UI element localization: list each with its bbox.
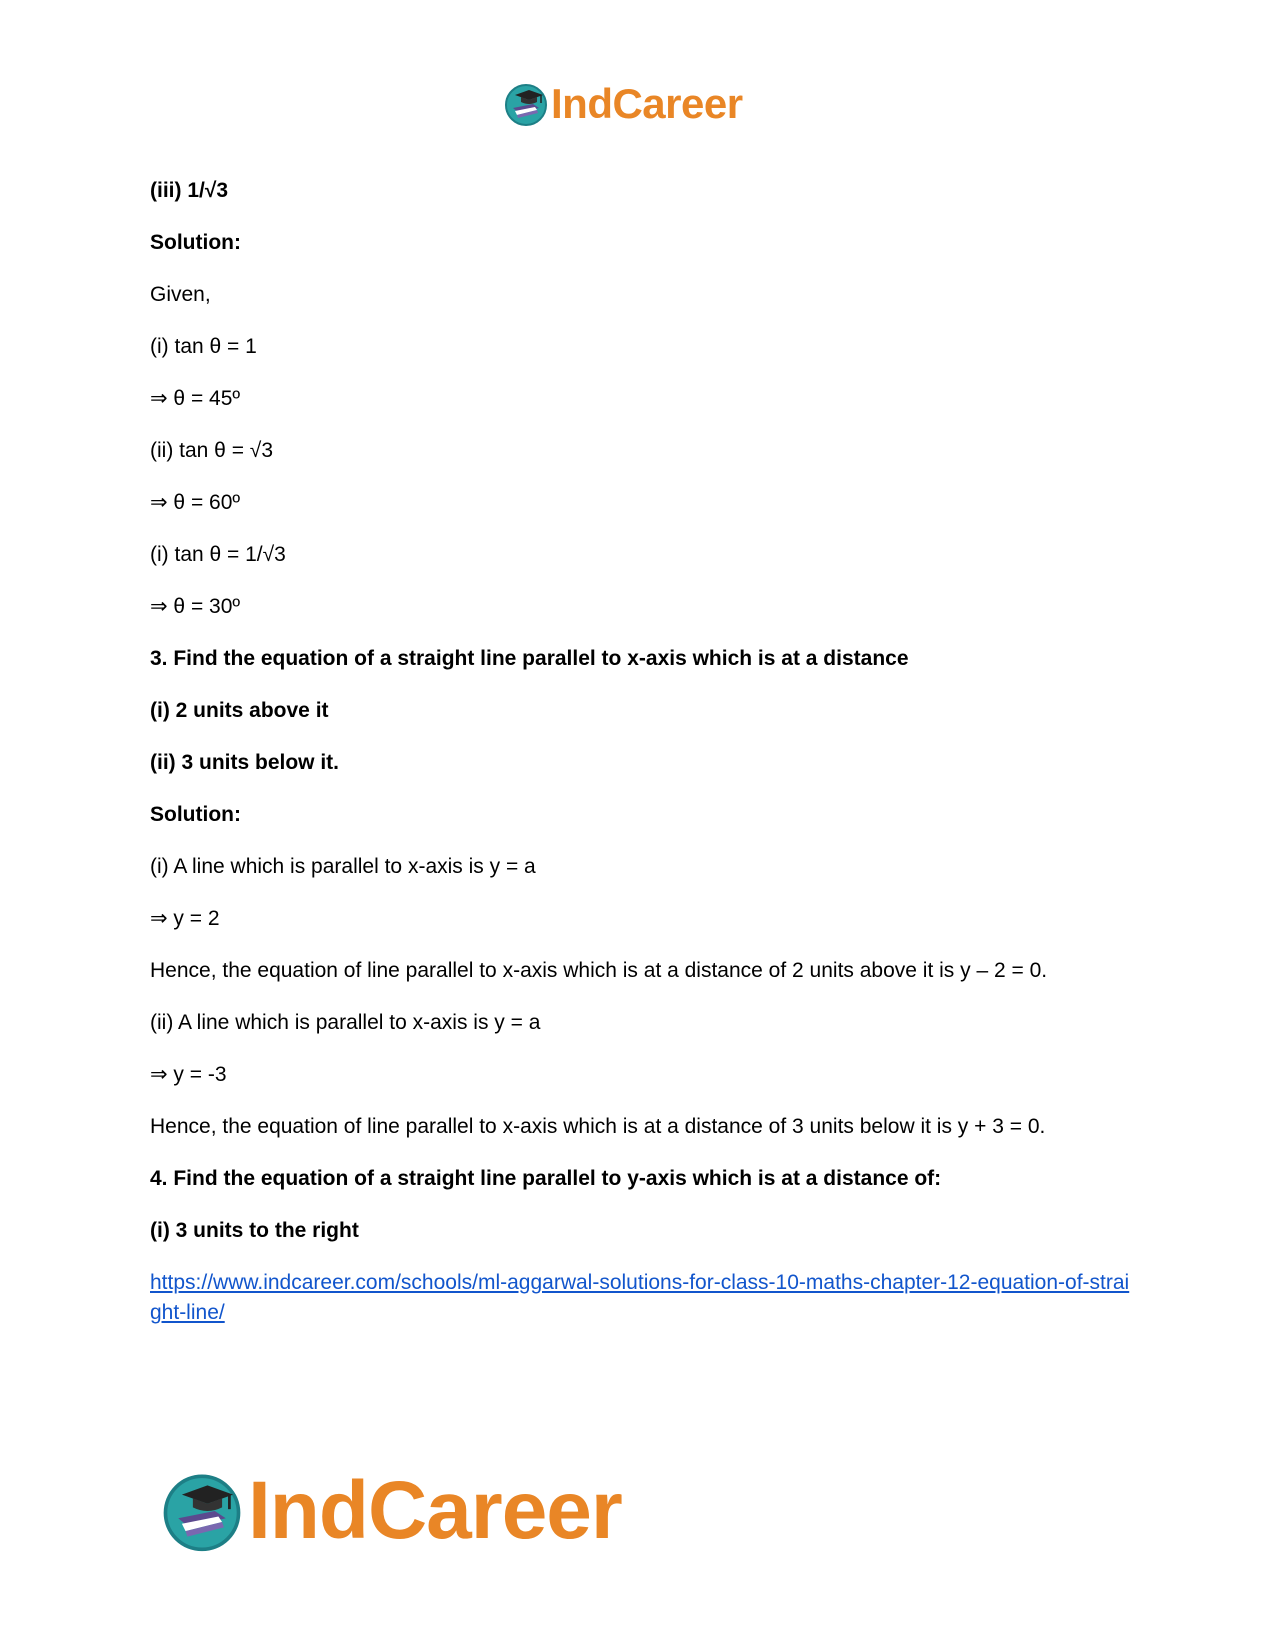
text-line: Hence, the equation of line parallel to x-axis which is at a distance of 2 units above it is y – 2 = 0. <box>150 959 1048 982</box>
text-line: Hence, the equation of line parallel to x-axis which is at a distance of 3 units below it is y + 3 = 0. <box>150 1115 1046 1138</box>
heading-line: (i) 3 units to the right <box>150 1219 359 1242</box>
header-logo <box>503 78 743 130</box>
text-line: (i) tan θ = 1/√3 <box>150 543 286 566</box>
brand-name-large: IndCareer <box>248 1465 622 1556</box>
document-body <box>150 176 1130 1328</box>
text-line: ⇒ θ = 60º <box>150 491 241 514</box>
heading-line: (iii) 1/√3 <box>150 179 229 202</box>
text-line: Given, <box>150 283 211 306</box>
heading-line: Solution: <box>150 803 241 826</box>
heading-line: 3. Find the equation of a straight line parallel to x-axis which is at a distance <box>150 647 909 670</box>
text-line: (ii) tan θ = √3 <box>150 439 273 462</box>
text-line: ⇒ θ = 45º <box>150 387 241 410</box>
heading-line: (i) 2 units above it <box>150 699 329 722</box>
brand-name: IndCareer <box>551 80 743 127</box>
heading-line: Solution: <box>150 231 241 254</box>
text-line: ⇒ θ = 30º <box>150 595 241 618</box>
text-line: (i) tan θ = 1 <box>150 335 257 358</box>
footer-logo <box>160 1466 622 1556</box>
heading-line: (ii) 3 units below it. <box>150 751 339 774</box>
text-line: (ii) A line which is parallel to x-axis is y = a <box>150 1011 541 1034</box>
source-link[interactable]: https://www.indcareer.com/schools/ml-aggarwal-solutions-for-class-10-maths-chapter-12-equation-of-straight-line/ <box>150 1271 1130 1324</box>
text-line: ⇒ y = -3 <box>150 1063 227 1086</box>
heading-line: 4. Find the equation of a straight line parallel to y-axis which is at a distance of: <box>150 1167 942 1190</box>
graduation-book-globe-icon <box>503 81 549 127</box>
graduation-book-globe-icon <box>160 1469 244 1553</box>
text-line: (i) A line which is parallel to x-axis is y = a <box>150 855 536 878</box>
text-line: ⇒ y = 2 <box>150 907 220 930</box>
